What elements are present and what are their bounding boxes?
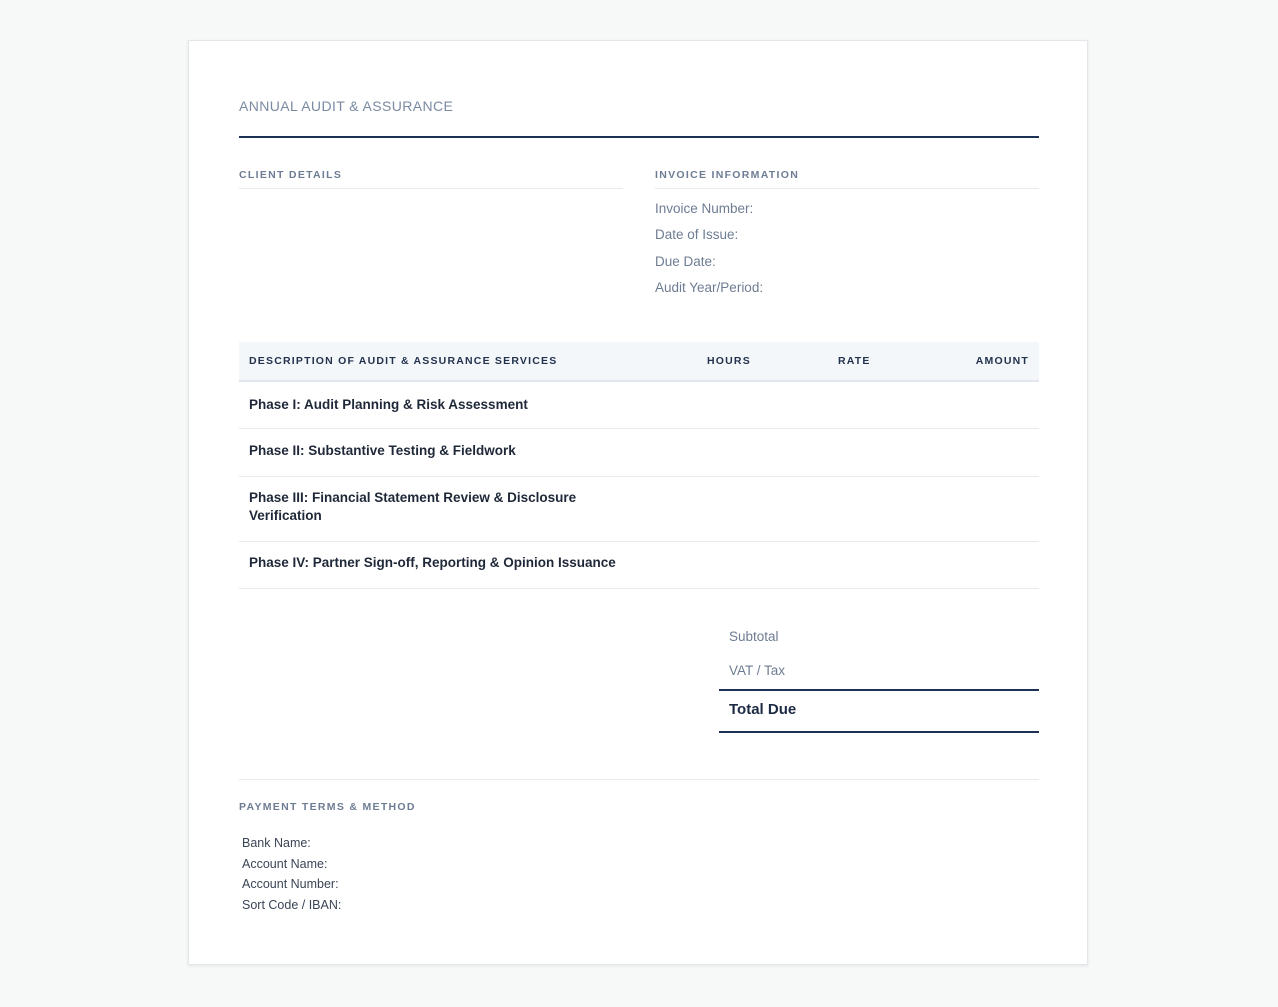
hours-column-header: HOURS — [707, 355, 751, 367]
date-of-issue-label: Date of Issue: — [655, 227, 739, 243]
totals-block — [719, 621, 1039, 733]
rate-column-header: RATE — [838, 355, 871, 367]
subtotal-row — [719, 621, 1039, 655]
payment-heading: PAYMENT TERMS & METHOD — [239, 801, 416, 813]
invoice-information-section — [655, 169, 1039, 301]
document-title: ANNUAL AUDIT & ASSURANCE — [239, 98, 454, 114]
table-row — [239, 542, 1039, 589]
services-table-header — [239, 342, 1039, 382]
total-due-label: Total Due — [729, 701, 797, 718]
table-row — [239, 477, 1039, 542]
invoice-field-list — [655, 196, 1039, 301]
account-number-label: Account Number: — [242, 877, 339, 892]
audit-period-label: Audit Year/Period: — [655, 279, 764, 295]
client-details-heading: CLIENT DETAILS — [239, 169, 343, 181]
table-row — [239, 429, 1039, 477]
tax-row — [719, 655, 1039, 689]
title-divider — [239, 136, 1039, 138]
tax-label: VAT / Tax — [729, 663, 786, 678]
account-name-label: Account Name: — [242, 856, 328, 871]
total-due-row — [719, 689, 1039, 733]
client-details-divider — [239, 188, 623, 189]
service-description: Phase II: Substantive Testing & Fieldwork — [249, 443, 516, 458]
bank-field-list — [242, 833, 1039, 915]
due-date-label: Due Date: — [655, 253, 716, 269]
service-description: Phase IV: Partner Sign-off, Reporting & Opinion Issuance — [249, 555, 616, 570]
invoice-page — [188, 40, 1088, 965]
payment-section — [239, 779, 1039, 915]
amount-column-header: AMOUNT — [975, 355, 1029, 367]
invoice-number-label: Invoice Number: — [655, 201, 754, 216]
bank-name-label: Bank Name: — [242, 836, 311, 850]
service-description: Phase III: Financial Statement Review & Disclosure Verification — [249, 490, 577, 523]
subtotal-label: Subtotal — [729, 629, 779, 644]
service-description: Phase I: Audit Planning & Risk Assessment — [249, 397, 528, 412]
services-table — [239, 342, 1039, 589]
description-column-header: DESCRIPTION OF AUDIT & ASSURANCE SERVICES — [249, 355, 558, 367]
client-details-section — [239, 169, 623, 189]
invoice-information-heading: INVOICE INFORMATION — [655, 169, 800, 181]
sort-code-iban-label: Sort Code / IBAN: — [242, 897, 342, 912]
table-row — [239, 382, 1039, 429]
invoice-information-divider — [655, 188, 1039, 189]
